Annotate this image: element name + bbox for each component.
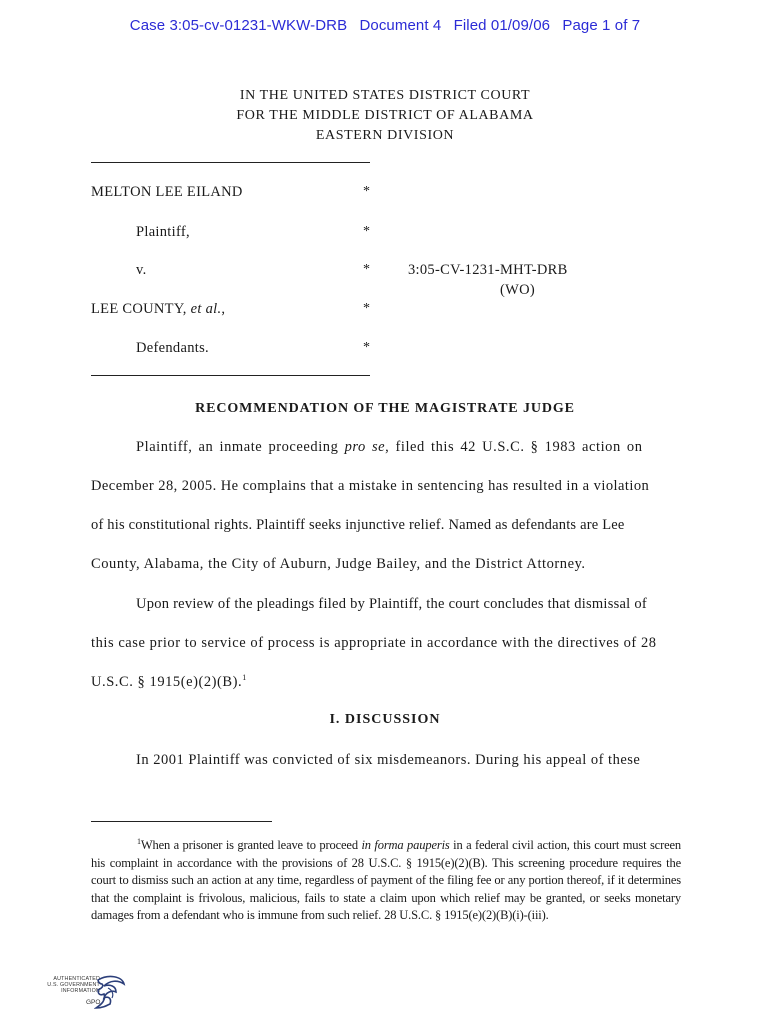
case-number-stamp: Case 3:05-cv-01231-WKW-DRB bbox=[129, 17, 348, 34]
court-heading bbox=[0, 86, 770, 146]
logo-line-1: AUTHENTICATED bbox=[53, 976, 100, 982]
civil-case-number: 3:05-CV-1231-MHT-DRB bbox=[408, 262, 568, 278]
caption-star: * bbox=[363, 184, 370, 199]
caption-star: * bbox=[363, 224, 370, 239]
paragraph-3-line-1: In 2001 Plaintiff was convicted of six misdemeanors. During his appeal of these bbox=[136, 752, 641, 768]
footnote-rule bbox=[91, 821, 272, 822]
paragraph-2-line-3 bbox=[91, 673, 247, 692]
document-number-stamp: Document 4 bbox=[359, 17, 442, 34]
p2-citation: U.S.C. § 1915(e)(2)(B). bbox=[91, 674, 243, 690]
footnote-text-a: When a prisoner is granted leave to proceed bbox=[140, 838, 358, 852]
footnote-ref-1: 1 bbox=[242, 673, 247, 683]
paragraph-1-line-4: County, Alabama, the City of Auburn, Judge Bailey, and the District Attorney. bbox=[91, 556, 586, 572]
paragraph-1-line-3: of his constitutional rights. Plaintiff seeks injunctive relief. Named as defendants are Lee bbox=[91, 517, 625, 533]
document-title: RECOMMENDATION OF THE MAGISTRATE JUDGE bbox=[195, 401, 575, 416]
logo-line-2: U.S. GOVERNMENT bbox=[47, 982, 100, 988]
court-line-2: FOR THE MIDDLE DISTRICT OF ALABAMA bbox=[236, 108, 534, 123]
plaintiff-role: Plaintiff, bbox=[136, 224, 190, 240]
p1-pro-se: pro se bbox=[344, 439, 386, 455]
page-count-stamp: Page 1 of 7 bbox=[562, 17, 641, 34]
defendant-name bbox=[91, 301, 225, 318]
section-heading-discussion: I. DISCUSSION bbox=[329, 712, 441, 727]
p1-text-b: , filed this 42 U.S.C. § 1983 action on bbox=[385, 439, 643, 455]
defendant-role: Defendants. bbox=[136, 340, 209, 356]
logo-gpo: GPO bbox=[86, 999, 101, 1006]
p1-text-a: Plaintiff, an inmate proceeding bbox=[136, 439, 339, 455]
footnote-ifp: in forma pauperis bbox=[361, 838, 450, 852]
paragraph-1-line-1 bbox=[136, 438, 643, 457]
caption-star: * bbox=[363, 262, 370, 277]
footnote-1 bbox=[91, 837, 681, 925]
paragraph-2-line-1: Upon review of the pleadings filed by Plaintiff, the court concludes that dismissal of bbox=[136, 596, 647, 612]
court-line-3: EASTERN DIVISION bbox=[315, 128, 455, 143]
case-designation: (WO) bbox=[500, 282, 536, 298]
defendant-etal: et al. bbox=[190, 301, 222, 317]
caption-bottom-rule bbox=[91, 375, 370, 376]
footnote-marker: 1 bbox=[137, 836, 141, 846]
paragraph-2-line-2: this case prior to service of process is appropriate in accordance with the directives of 28 bbox=[91, 635, 657, 651]
eagle-icon bbox=[94, 974, 128, 1012]
paragraph-1-line-2: December 28, 2005. He complains that a mistake in sentencing has resulted in a violation bbox=[91, 478, 650, 494]
plaintiff-name: MELTON LEE EILAND bbox=[91, 184, 243, 200]
caption-top-rule bbox=[91, 162, 370, 163]
caption-star: * bbox=[363, 340, 370, 355]
defendant-name-text: LEE COUNTY, bbox=[91, 301, 187, 317]
gpo-authenticated-logo bbox=[42, 974, 132, 1012]
versus-label: v. bbox=[136, 262, 147, 278]
footnote-text-b: in a federal civil action, this court must screen his complaint in accordance with the provisions of 28 U.S.C. § 1915(e)(2)(B). This screening procedure requires the court to dismiss such an action at any time, regardless of payment of the filing fee or any portion thereof, if it determines that the complaint is frivolous, malicious, fails to state a claim upon which relief may be granted, or seeks monetary damages from a defendant who is immune from such relief. 28 U.S.C. § 1915(e)(2)(B)(i)-(iii). bbox=[91, 838, 681, 922]
defendant-comma: , bbox=[221, 301, 226, 317]
court-line-1: IN THE UNITED STATES DISTRICT COURT bbox=[239, 88, 531, 103]
logo-line-3: INFORMATION bbox=[61, 988, 100, 994]
filing-header bbox=[0, 17, 770, 34]
caption-star: * bbox=[363, 301, 370, 316]
filed-date-stamp: Filed 01/09/06 bbox=[453, 17, 551, 34]
